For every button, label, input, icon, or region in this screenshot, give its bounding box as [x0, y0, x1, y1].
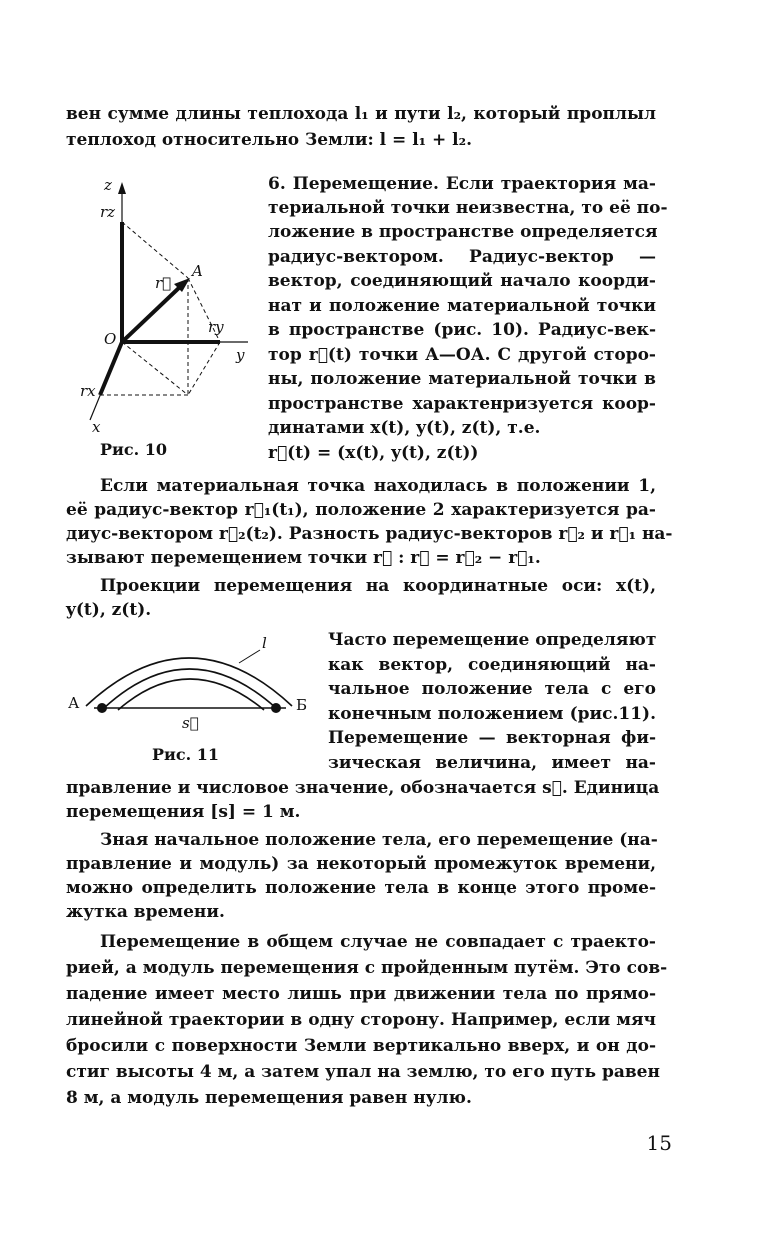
fig11-label-s: s⃗ — [182, 714, 199, 732]
fig10-label-r: r⃗ — [155, 274, 172, 292]
text-line: ложение в пространстве определяется — [268, 222, 658, 242]
fig10-label-rz: rz — [100, 203, 116, 221]
text-line: как вектор, соединяющий на- — [328, 655, 656, 675]
text-line: пространстве характенризуется коор- — [268, 394, 656, 414]
fig10-label-z: z — [104, 176, 112, 194]
text-line: r⃗(t) = (x(t), y(t), z(t)) — [268, 443, 479, 463]
fig10-label-y: y — [236, 346, 245, 364]
text-line: рией, а модуль перемещения с пройденным путём. Это сов- — [66, 958, 668, 978]
text-line: ны, положение материальной точки в — [268, 369, 656, 389]
text-line: зическая величина, имеет на- — [328, 753, 656, 773]
fig11-label-l: l — [262, 634, 267, 652]
text-line: Если материальная точка находилась в положении 1, — [100, 476, 656, 496]
page-number: 15 — [646, 1131, 672, 1155]
text-line: диус-вектором r⃗₂(t₂). Разность радиус-векторов r⃗₂ и r⃗₁ на- — [66, 524, 673, 544]
text-line: стиг высоты 4 м, а затем упал на землю, то его путь равен — [66, 1062, 660, 1082]
figure-11-caption: Рис. 11 — [152, 745, 220, 764]
figure-10-diagram — [70, 170, 260, 440]
text-line: 8 м, а модуль перемещения равен нулю. — [66, 1088, 472, 1108]
text-line: перемещения [s] = 1 м. — [66, 802, 301, 822]
text-line: теплоход относительно Земли: l = l₁ + l₂. — [66, 130, 473, 150]
text-line: падение имеет место лишь при движении тела по прямо- — [66, 984, 656, 1004]
text-line: её радиус-вектор r⃗₁(t₁), положение 2 характеризуется ра- — [66, 500, 656, 520]
text-line: вектор, соединяющий начало коорди- — [268, 271, 656, 291]
text-line: y(t), z(t). — [66, 600, 152, 620]
fig10-label-rx: rx — [80, 382, 96, 400]
text-line: конечным положением (рис.11). — [328, 704, 656, 724]
text-line: бросили с поверхности Земли вертикально вверх, и он до- — [66, 1036, 656, 1056]
text-line: Часто перемещение определяют — [328, 630, 657, 650]
text-line: нат и положение материальной точки — [268, 296, 656, 316]
text-line: териальной точки неизвестна, то её по- — [268, 198, 668, 218]
text-line: зывают перемещением точки r⃗ : r⃗ = r⃗₂ − r⃗₁. — [66, 548, 541, 568]
text-line: чальное положение тела с его — [328, 679, 656, 699]
text-line: правление и модуль) за некоторый промежуток времени, — [66, 854, 656, 874]
text-line: можно определить положение тела в конце этого проме- — [66, 878, 656, 898]
text-line: 6. Перемещение. Если траектория ма- — [268, 174, 656, 194]
text-line: тор r⃗(t) точки А—ОА. С другой сторо- — [268, 345, 656, 365]
text-line: Зная начальное положение тела, его перемещение (на- — [100, 830, 658, 850]
fig10-label-A: A — [192, 262, 203, 280]
text-line: динатами x(t), y(t), z(t), т.е. — [268, 418, 541, 438]
text-line: Перемещение — векторная фи- — [328, 728, 656, 748]
text-line: вен сумме длины теплохода l₁ и пути l₂, который проплыл — [66, 104, 656, 124]
fig11-label-A: А — [68, 694, 80, 712]
text-line: в пространстве (рис. 10). Радиус-век- — [268, 320, 656, 340]
text-line: Перемещение в общем случае не совпадает с траекто- — [100, 932, 656, 952]
text-line: жутка времени. — [66, 902, 225, 922]
text-line: Проекции перемещения на координатные оси: x(t), — [100, 576, 656, 596]
text-line: правление и числовое значение, обозначается s⃗. Единица — [66, 778, 660, 798]
text-line: линейной траектории в одну сторону. Например, если мяч — [66, 1010, 656, 1030]
figure-10-caption: Рис. 10 — [100, 440, 168, 459]
fig11-label-B: Б — [296, 696, 308, 714]
figure-11-diagram — [64, 630, 324, 740]
fig10-label-ry: ry — [208, 318, 224, 336]
text-line: радиус-вектором. Радиус-вектор — — [268, 247, 656, 267]
fig10-label-O: O — [104, 330, 117, 348]
fig10-label-x: x — [92, 418, 101, 436]
